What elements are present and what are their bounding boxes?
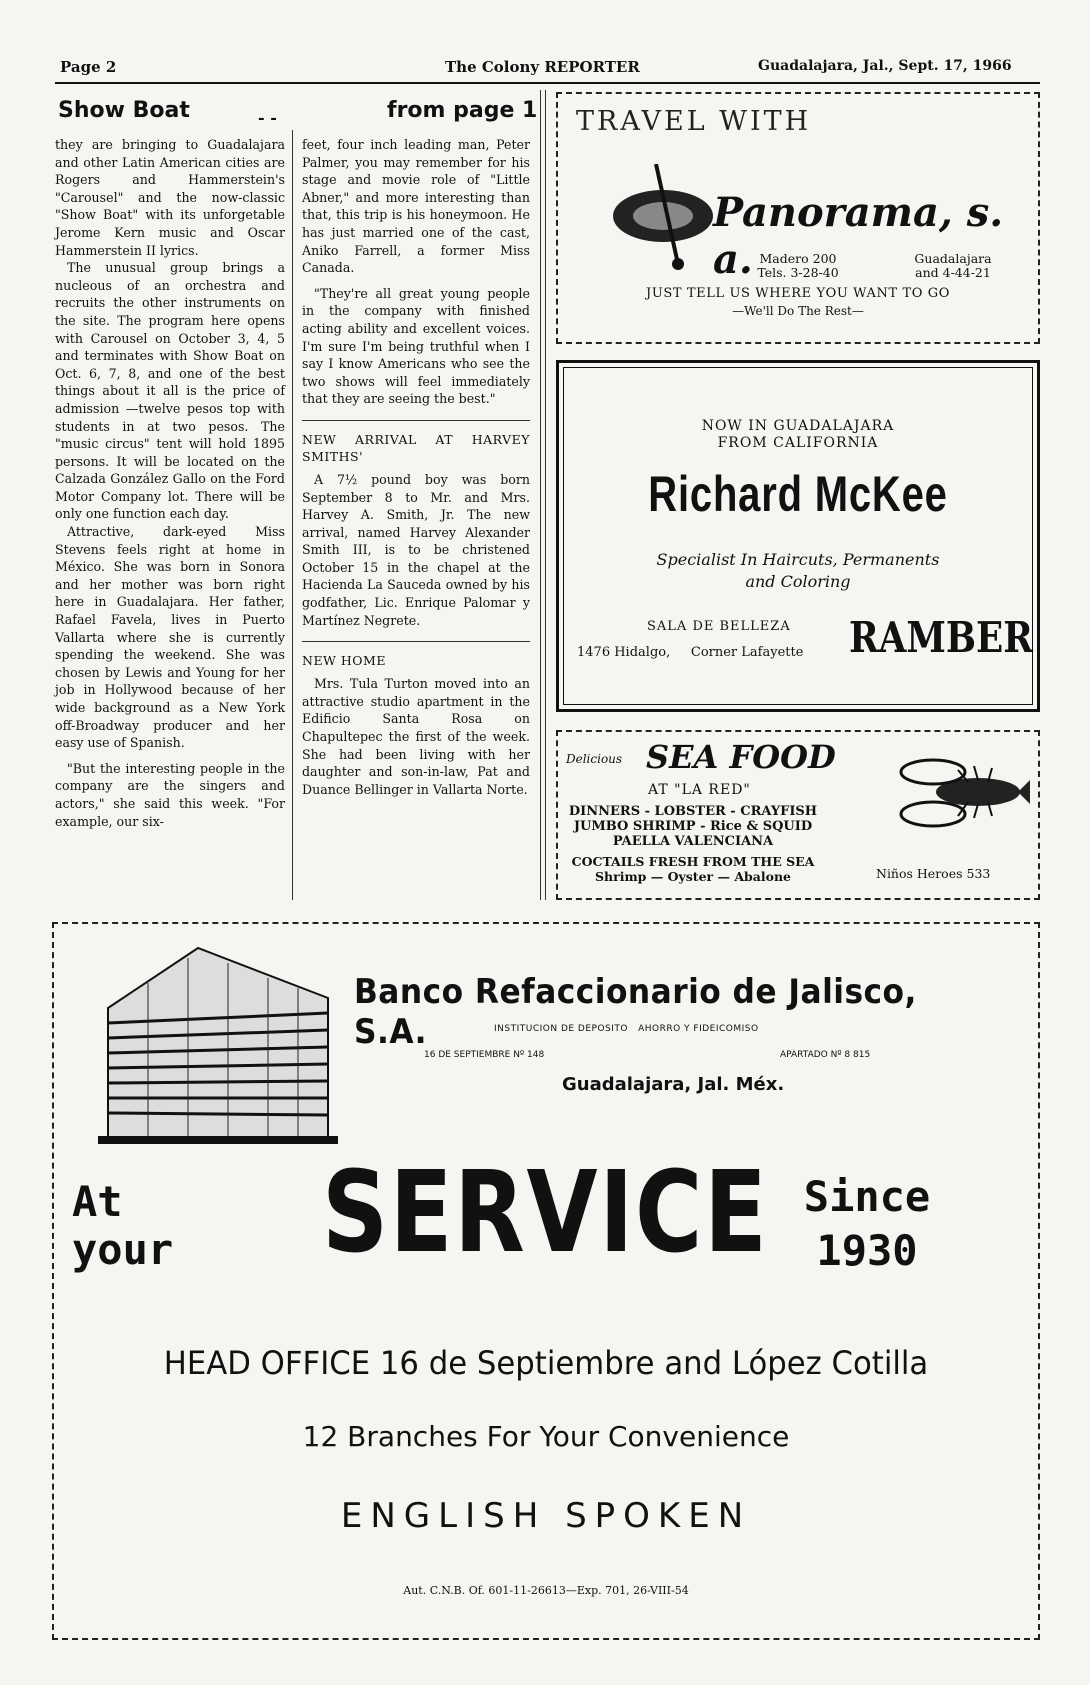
salon-stylist-name: Richard McKee: [648, 466, 948, 522]
travel-address-2: [888, 252, 1018, 280]
article-continued: from page 1: [387, 98, 538, 123]
bank-building-icon: [88, 938, 338, 1148]
seafood-menu-line: Shrimp — Oyster — Abalone: [595, 869, 791, 884]
salon-address: 1476 Hidalgo, Corner Lafayette: [577, 645, 804, 660]
article-column-2: [302, 136, 530, 798]
seafood-cocktails: [558, 854, 828, 884]
paragraph: "But the interesting people in the company are the singers and actors," she said this week. "For example, our six-: [55, 760, 285, 829]
salon-intro: [559, 418, 1037, 452]
lobster-icon: [858, 742, 1033, 842]
at-your-line: At: [72, 1177, 123, 1226]
since-line: 1930: [816, 1226, 918, 1275]
seafood-menu-line: JUMBO SHRIMP - Rice & SQUID: [573, 819, 813, 834]
dateline: Guadalajara, Jal., Sept. 17, 1966: [758, 58, 1012, 74]
travel-tagline-2: —We'll Do The Rest—: [732, 304, 864, 318]
salon-specialty-line: and Coloring: [745, 572, 851, 591]
travel-address-1: [728, 252, 868, 280]
paragraph: Attractive, dark-eyed Miss Stevens feels right at home in México. She was born in Sonora and her mother was born right here in Guadalajara. Her father, Rafael Favela, lives in Puerto Vallarta where she is currently spending the weekend. She was chosen by Lewis and Young for her job in Hollywood because of her wide background as a New York off-Broadway producer and her easy use of Spanish.: [55, 524, 285, 751]
since-label: [782, 1170, 952, 1278]
head-office: HEAD OFFICE 16 de Septiembre and López Cotilla: [163, 1344, 929, 1382]
at-your-label: [72, 1178, 173, 1274]
news-body: Mrs. Tula Turton moved into an attractive studio apartment in the Edificio Santa Rosa on Chapultepec the first of the week. She had been living with her daughter and son-in-law, Pat and Duance Bellinger in Vallarta Norte.: [302, 676, 530, 797]
seafood-menu-line: DINNERS - LOBSTER - CRAYFISH: [568, 804, 818, 819]
article-column-1: [55, 136, 285, 830]
seafood-pre: Delicious: [566, 752, 623, 766]
news-heading: NEW HOME: [302, 653, 386, 669]
seafood-menu-line: PAELLA VALENCIANA: [612, 834, 774, 849]
divider: [302, 420, 530, 421]
column-rule: [292, 130, 293, 900]
paragraph: they are bringing to Guadalajara and other Latin American cities are Rogers and Hammerstein's "Carousel" and the now-classic "Show Boat" with its unforgetable Jerome Kern music and Oscar Hammerstein II lyrics.: [55, 137, 285, 258]
page-number: Page 2: [60, 58, 117, 76]
authorization: Aut. C.N.B. Of. 601-11-26613—Exp. 701, 26-VIII-54: [403, 1584, 689, 1597]
divider: [302, 641, 530, 642]
seafood-title: SEA FOOD: [646, 738, 836, 776]
paragraph: "They're all great young people in the company with finished acting ability and excellent voices. I'm sure I'm being truthful when I say I know Americans who see the two shows will feel immediately that they are seeing the best.": [302, 285, 530, 407]
travel-heading: TRAVEL WITH: [576, 106, 812, 137]
salon-specialty-line: Specialist In Haircuts, Permanents: [656, 550, 940, 569]
travel-address-line: Madero 200: [759, 251, 837, 266]
bank-ad: [52, 922, 1040, 1640]
news-heading: NEW ARRIVAL AT HARVEY SMITHS': [302, 431, 530, 464]
salon-ad: [556, 360, 1040, 712]
news-body: A 7½ pound boy was born September 8 to Mr. and Mrs. Harvey A. Smith, Jr. The new arrival, named Harvey Alexander Smith III, is to be christened October 15 in the chapel at the Hacienda La Sauceda owned by his godfather, Lic. Enrique Palomar y Martínez Negrete.: [302, 471, 530, 628]
travel-brand: Panorama, s. a.: [713, 189, 1004, 283]
travel-tagline: JUST TELL US WHERE YOU WANT TO GO: [646, 286, 950, 301]
salon-label: SALA DE BELLEZA: [647, 619, 791, 634]
travel-ad: [556, 92, 1040, 344]
seafood-menu-line: COCTAILS FRESH FROM THE SEA: [571, 854, 815, 869]
travel-address-line: and 4-44-21: [915, 265, 991, 280]
paragraph: The unusual group brings a nucleous of an orchestra and recruits the other instruments on the site. The program here opens with Carousel on October 3, 4, 5 and terminates with Show Boat on Oct. 6, 7, 8, and one of the best things about it all is the price of admission —twelve pesos top with students in at two pesos. The "music circus" tent will hold 1895 persons. It will be located on the Calzada González Gallo on the Ford Motor Company lot. There will be only one function each day.: [55, 260, 285, 522]
column-rule: [540, 90, 541, 900]
separator-dash: - -: [258, 108, 277, 127]
salon-brand: RAMBER: [849, 613, 1033, 662]
paper-name: The Colony REPORTER: [445, 58, 640, 76]
travel-address-line: Guadalajara: [914, 251, 992, 266]
column-rule: [545, 90, 546, 900]
bank-name: Banco Refaccionario de Jalisco, S.A.: [354, 972, 917, 1052]
seafood-address: Niños Heroes 533: [876, 866, 991, 881]
bank-subtitle: INSTITUCION DE DEPOSITO AHORRO Y FIDEICOMISO: [494, 1024, 759, 1034]
seafood-ad: [556, 730, 1040, 900]
seafood-venue: AT "LA RED": [648, 782, 751, 798]
travel-address-line: Tels. 3-28-40: [757, 265, 839, 280]
branches: 12 Branches For Your Convenience: [302, 1420, 790, 1453]
page-header: [60, 58, 1040, 84]
at-your-line: your: [72, 1225, 174, 1274]
paragraph: feet, four inch leading man, Peter Palmer, you may remember for his stage and movie role of "Little Abner," and more interesting than that, this trip is his honeymoon. He has just married one of the cast, Aniko Farrell, a former Miss Canada.: [302, 137, 530, 276]
bank-address-right: APARTADO Nº 8 815: [780, 1050, 871, 1060]
bank-address-left: 16 DE SEPTIEMBRE Nº 148: [424, 1050, 545, 1060]
article-title: Show Boat: [58, 98, 190, 123]
salon-intro-line: NOW IN GUADALAJARA: [701, 418, 895, 434]
salon-intro-line: FROM CALIFORNIA: [717, 435, 879, 451]
salon-specialty: [559, 549, 1037, 593]
since-line: Since: [803, 1172, 931, 1221]
bank-city: Guadalajara, Jal. Méx.: [562, 1074, 785, 1095]
header-rule: [55, 82, 1040, 84]
english-spoken: ENGLISH SPOKEN: [340, 1496, 752, 1536]
seafood-menu: [558, 804, 828, 849]
service-headline: SERVICE: [322, 1148, 769, 1278]
